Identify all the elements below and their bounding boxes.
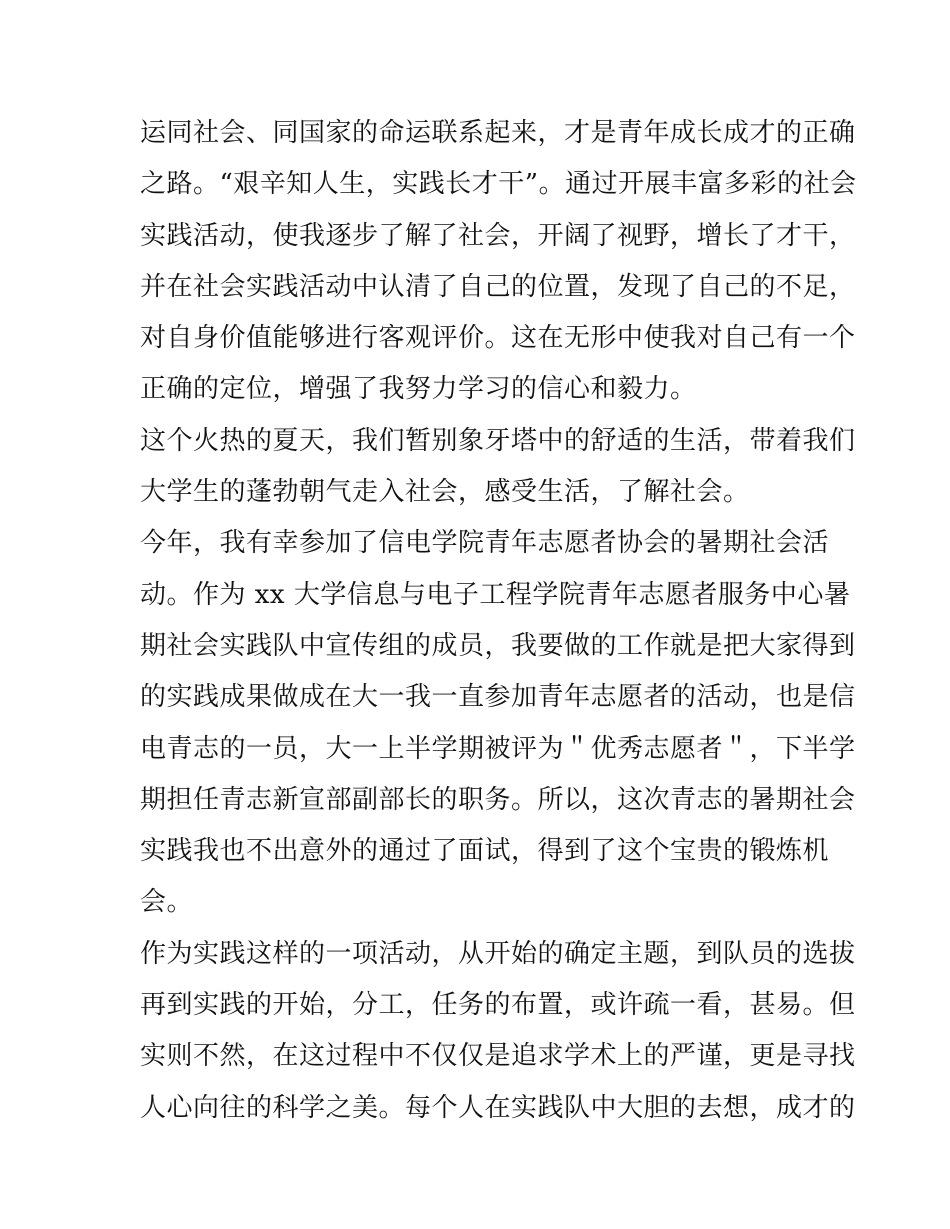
body-text <box>140 108 857 1134</box>
text-line: 实则不然，在这过程中不仅仅是追求学术上的严谨，更是寻找 <box>140 1041 856 1072</box>
text-line: 并在社会实践活动中认清了自己的位置，发现了自己的不足， <box>140 271 856 302</box>
text-line: 今年，我有幸参加了信电学院青年志愿者协会的暑期社会活 <box>140 528 830 559</box>
text-line: 这个火热的夏天，我们暂别象牙塔中的舒适的生活，带着我们 <box>140 425 856 456</box>
text-line: 电青志的一员，大一上半学期被评为＂优秀志愿者＂，下半学 <box>140 733 856 764</box>
text-line: 人心向往的科学之美。每个人在实践队中大胆的去想，成才的 <box>140 1092 856 1123</box>
text-line: 会。 <box>140 887 194 918</box>
text-line: 之路。“艰辛知人生，实践长才干”。通过开展丰富多彩的社会 <box>140 169 857 200</box>
text-line: 的实践成果做成在大一我一直参加青年志愿者的活动，也是信 <box>140 682 856 713</box>
text-line: 正确的定位，增强了我努力学习的信心和毅力。 <box>140 374 697 405</box>
text-line: 大学生的蓬勃朝气走入社会，感受生活，了解社会。 <box>140 477 750 508</box>
text-line: 实践活动，使我逐步了解了社会，开阔了视野，增长了才干， <box>140 220 856 251</box>
text-line: 运同社会、同国家的命运联系起来，才是青年成长成才的正确 <box>140 118 856 148</box>
text-line: 作为实践这样的一项活动，从开始的确定主题，到队员的选拔 <box>140 938 856 969</box>
text-line: 再到实践的开始，分工，任务的布置，或许疏一看，甚易。但 <box>140 990 856 1021</box>
text-line: 期社会实践队中宣传组的成员，我要做的工作就是把大家得到 <box>140 630 856 661</box>
text-line: 对自身价值能够进行客观评价。这在无形中使我对自己有一个 <box>140 323 856 354</box>
text-line: 实践我也不出意外的通过了面试，得到了这个宝贵的锻炼机 <box>140 836 830 867</box>
text-line: 动。作为 xx 大学信息与电子工程学院青年志愿者服务中心暑 <box>140 579 851 610</box>
text-line: 期担任青志新宣部副部长的职务。所以，这次青志的暑期社会 <box>140 784 856 815</box>
